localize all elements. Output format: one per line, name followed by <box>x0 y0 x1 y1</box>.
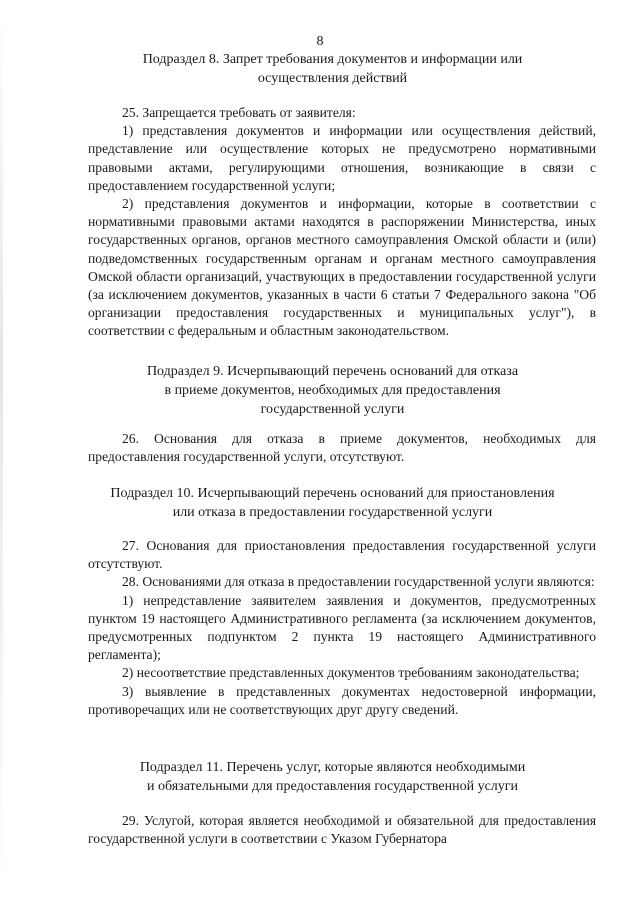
paragraph-27: 27. Основания для приостановления предоставления государственной услуги отсутствуют. <box>88 538 596 572</box>
paragraph-25-item-1: 1) представления документов и информации или осуществления действий, представление или осуществление которых не предусмотрено нормативными правовыми актами, регулирующими отношения, возникающие в связи с предоставлением государственной услуги; <box>88 123 596 193</box>
subsection-10-title-line-1: Подраздел 10. Исчерпывающий перечень оснований для приостановления <box>110 486 555 501</box>
paragraph-28: 28. Основаниями для отказа в предоставлении государственной услуги являются: <box>122 574 595 590</box>
subsection-10-body <box>88 537 596 719</box>
page-number: 8 <box>316 34 324 49</box>
subsection-9-title-line-3: государственной услуги <box>260 402 405 417</box>
subsection-11-title-line-2: и обязательными для предоставления государственной услуги <box>146 779 519 794</box>
subsection-10-title <box>60 484 605 522</box>
paragraph-28-item-3: 3) выявление в представленных документах недостоверной информации, противоречащих или не соответствующих друг другу сведений. <box>88 683 596 717</box>
subsection-11-title <box>60 758 605 796</box>
paragraph-26: 26. Основания для отказа в приеме документов, необходимых для предоставления государственной услуги, отсутствуют. <box>88 431 596 465</box>
paragraph-29: 29. Услугой, которая является необходимой и обязательной для предоставления государственной услуги в соответствии с Указом Губернатора <box>88 813 596 847</box>
subsection-8-title <box>60 50 605 88</box>
subsection-9-title-line-1: Подраздел 9. Исчерпывающий перечень оснований для отказа <box>146 364 519 379</box>
paragraph-25: 25. Запрещается требовать от заявителя: <box>122 105 356 120</box>
paragraph-25-item-2: 2) представления документов и информации, которые в соответствии с нормативными правовыми актами находятся в распоряжении Министерства, иных государственных органов, органов местного самоуправления Омской области и (или) подведомственных государственным органам и органам местного самоуправления Омской области организаций, участвующих в предоставлении государственной услуги (за исключением документов, указанных в части 6 статьи 7 Федерального закона "Об организации предоставления государственных и муниципальных услуг"), в соответствии с федеральным и областным законодательством. <box>88 196 596 339</box>
scan-edge <box>0 0 3 905</box>
subsection-9-body <box>88 430 596 466</box>
subsection-11-body <box>88 812 596 848</box>
paragraph-28-item-2: 2) несоответствие представленных документов требованиям законодательства; <box>122 665 580 681</box>
subsection-8-title-line-1: Подраздел 8. Запрет требования документов и информации или <box>142 52 523 67</box>
subsection-10-title-line-2: или отказа в предоставлении государственной услуги <box>172 505 493 520</box>
subsection-9-title-line-2: в приеме документов, необходимых для предоставления <box>164 383 501 398</box>
paragraph-28-item-1: 1) непредставление заявителем заявления и документов, предусмотренных пунктом 19 настоящего Административного регламента (за исключением документов, предусмотренных подпунктом 2 пункта 19 настоящего Административного регламента); <box>88 592 596 663</box>
subsection-8-title-line-2: осуществления действий <box>257 71 408 86</box>
subsection-8-body <box>88 104 596 341</box>
subsection-11-title-line-1: Подраздел 11. Перечень услуг, которые являются необходимыми <box>139 760 526 775</box>
subsection-9-title <box>60 362 605 419</box>
